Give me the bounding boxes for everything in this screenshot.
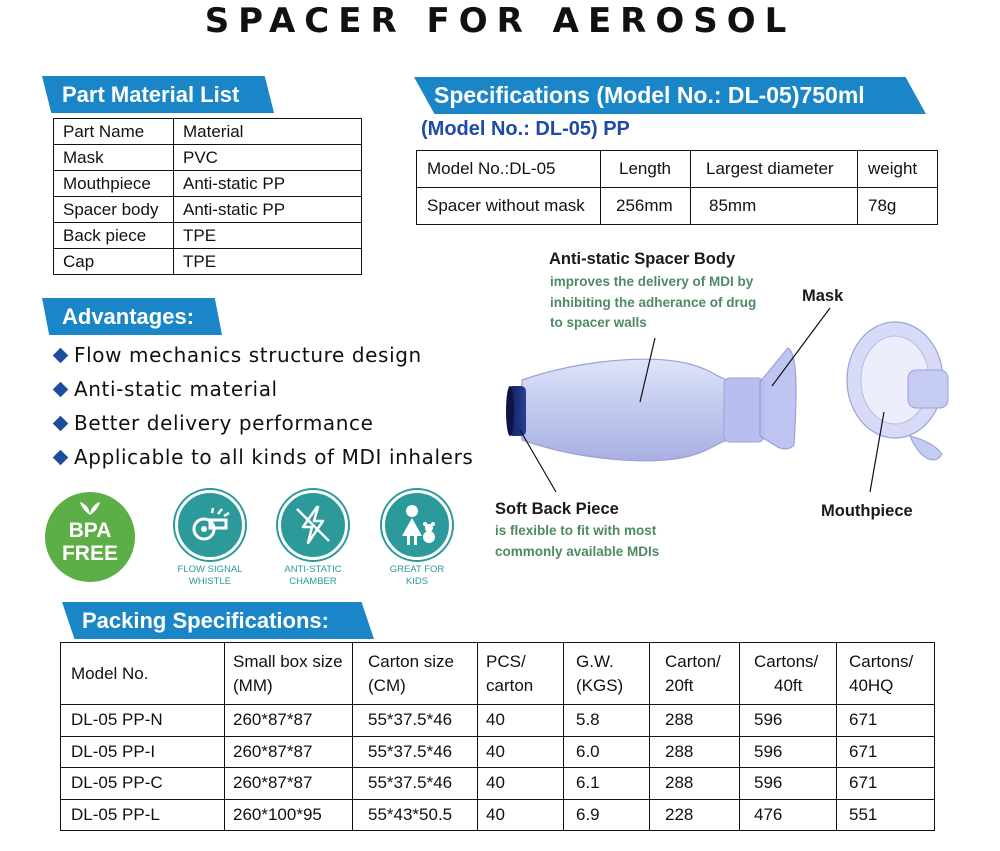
table-row <box>417 188 938 225</box>
header-line: carton <box>486 675 534 695</box>
callout-line: is flexible to fit with most <box>495 523 657 538</box>
whistle-icon <box>188 505 232 545</box>
lightning-icon <box>291 503 335 547</box>
table-header-row <box>417 151 938 188</box>
table-header-cell: Part Name <box>54 119 174 145</box>
list-item <box>52 338 473 372</box>
table-header-row <box>54 119 362 145</box>
header-line: Cartons/ <box>754 651 819 671</box>
table-header-cell <box>353 643 478 705</box>
table-cell: DL-05 PP-L <box>61 799 225 831</box>
table-header-cell: weight <box>858 151 938 188</box>
spacer-neck-shape <box>724 378 764 442</box>
table-cell: 551 <box>837 799 935 831</box>
diamond-bullet-icon <box>53 449 69 465</box>
table-header-cell <box>837 643 935 705</box>
table-cell: 78g <box>858 188 938 225</box>
header-line: 20ft <box>665 675 694 695</box>
table-cell: 55*37.5*46 <box>353 705 478 737</box>
callout-line: improves the delivery of MDI by <box>550 274 754 289</box>
mask-callout-title: Mask <box>802 287 844 305</box>
table-cell: 256mm <box>601 188 691 225</box>
table-cell: 40 <box>478 736 564 768</box>
table-cell: PVC <box>174 145 362 171</box>
table-cell: 6.0 <box>564 736 650 768</box>
table-header-cell <box>478 643 564 705</box>
table-cell: 288 <box>650 736 740 768</box>
free-text: FREE <box>61 542 118 565</box>
table-cell: Back piece <box>54 223 174 249</box>
table-cell: DL-05 PP-C <box>61 768 225 800</box>
table-cell: 288 <box>650 768 740 800</box>
advantage-text: Anti-static material <box>74 377 278 401</box>
table-cell: 40 <box>478 705 564 737</box>
packing-banner <box>62 602 374 639</box>
great-for-kids-badge <box>372 490 462 588</box>
diamond-bullet-icon <box>53 415 69 431</box>
part-material-heading: Part Material List <box>62 81 240 107</box>
table-cell: 228 <box>650 799 740 831</box>
table-cell: 5.8 <box>564 705 650 737</box>
list-item <box>52 406 473 440</box>
back-callout-title: Soft Back Piece <box>495 500 619 518</box>
table-cell: 671 <box>837 705 935 737</box>
table-row <box>54 145 362 171</box>
table-row <box>61 768 935 800</box>
table-cell: 55*43*50.5 <box>353 799 478 831</box>
spacer-body-shape <box>522 359 728 461</box>
table-header-cell <box>564 643 650 705</box>
header-line: (CM) <box>368 675 406 695</box>
table-cell: 260*87*87 <box>225 705 353 737</box>
list-item <box>52 440 473 474</box>
feature-caption: GREAT FOR <box>389 564 445 575</box>
callout-line: commonly available MDIs <box>495 543 660 559</box>
header-line: Carton/ <box>665 651 721 671</box>
table-cell: 288 <box>650 705 740 737</box>
table-row <box>54 171 362 197</box>
table-cell: 55*37.5*46 <box>353 736 478 768</box>
diamond-bullet-icon <box>53 347 69 363</box>
advantage-text: Better delivery performance <box>74 411 374 435</box>
table-cell: 596 <box>740 736 837 768</box>
mouthpiece-callout-title: Mouthpiece <box>821 502 913 520</box>
header-line: Small box size <box>233 651 343 671</box>
packing-table <box>60 642 935 831</box>
table-header-row <box>61 643 935 705</box>
header-line: Model No. <box>71 663 149 683</box>
table-row <box>54 197 362 223</box>
header-line: (MM) <box>233 675 273 695</box>
body-callout-title: Anti-static Spacer Body <box>549 250 736 268</box>
table-cell: 40 <box>478 768 564 800</box>
specifications-heading: Specifications (Model No.: DL-05)750ml <box>434 82 865 108</box>
table-row <box>61 799 935 831</box>
mask-shape <box>760 348 796 449</box>
table-cell: 6.9 <box>564 799 650 831</box>
table-cell: TPE <box>174 249 362 275</box>
table-header-cell: Material <box>174 119 362 145</box>
table-row <box>61 705 935 737</box>
callout-line: inhibiting the adherance of drug <box>550 294 757 310</box>
feature-caption: WHISTLE <box>188 576 232 587</box>
back-piece-rim <box>506 386 514 436</box>
table-cell: 260*87*87 <box>225 736 353 768</box>
table-cell: DL-05 PP-N <box>61 705 225 737</box>
feature-caption: KIDS <box>405 576 429 587</box>
table-cell: 6.1 <box>564 768 650 800</box>
part-material-table <box>53 118 362 275</box>
table-row <box>61 736 935 768</box>
table-cell: TPE <box>174 223 362 249</box>
list-item <box>52 372 473 406</box>
table-header-cell <box>650 643 740 705</box>
table-header-cell <box>225 643 353 705</box>
table-header-cell: Model No.:DL-05 <box>417 151 601 188</box>
kid-icon <box>395 502 439 548</box>
header-line: Carton size <box>368 651 454 671</box>
header-line: 40ft <box>774 675 803 695</box>
table-cell: 55*37.5*46 <box>353 768 478 800</box>
table-header-cell <box>740 643 837 705</box>
callout-line: to spacer walls <box>550 315 647 330</box>
table-cell: Anti-static PP <box>174 197 362 223</box>
anti-static-chamber-badge <box>268 490 358 588</box>
header-line: PCS/ <box>486 651 526 671</box>
table-cell: DL-05 PP-I <box>61 736 225 768</box>
table-header-cell: Largest diameter <box>691 151 858 188</box>
mouthpiece-shape <box>847 322 948 460</box>
table-cell: Anti-static PP <box>174 171 362 197</box>
advantage-text: Applicable to all kinds of MDI inhalers <box>74 445 474 469</box>
feature-caption: ANTI-STATIC <box>284 564 342 575</box>
feature-caption: CHAMBER <box>289 576 337 587</box>
header-line: Cartons/ <box>849 651 914 671</box>
header-line: 40HQ <box>849 675 894 695</box>
part-material-banner <box>42 76 274 113</box>
bpa-free-badge <box>45 492 135 582</box>
advantages-list <box>52 338 473 474</box>
table-cell: 260*100*95 <box>225 799 353 831</box>
specifications-table <box>416 150 938 225</box>
table-row <box>54 223 362 249</box>
table-row <box>54 249 362 275</box>
feature-caption: FLOW SIGNAL <box>177 564 243 575</box>
page-title: SPACER FOR AEROSOL <box>204 1 796 41</box>
back-callout-desc <box>495 521 659 562</box>
table-cell: 596 <box>740 768 837 800</box>
header-line: G.W. <box>576 651 614 671</box>
model-subtitle: (Model No.: DL-05) PP <box>421 118 630 140</box>
table-cell: Cap <box>54 249 174 275</box>
table-cell: 671 <box>837 736 935 768</box>
table-header-cell <box>61 643 225 705</box>
table-cell: Mask <box>54 145 174 171</box>
header-line: (KGS) <box>576 675 624 695</box>
table-cell: 85mm <box>691 188 858 225</box>
leaf-icon <box>79 499 101 515</box>
table-header-cell: Length <box>601 151 691 188</box>
table-cell: 260*87*87 <box>225 768 353 800</box>
advantages-banner <box>42 298 222 335</box>
table-cell: 596 <box>740 705 837 737</box>
table-cell: 476 <box>740 799 837 831</box>
advantage-text: Flow mechanics structure design <box>74 343 422 367</box>
table-cell: Spacer body <box>54 197 174 223</box>
bpa-text: BPA <box>68 519 112 542</box>
table-cell: Mouthpiece <box>54 171 174 197</box>
flow-signal-whistle-badge <box>165 490 255 588</box>
mask-leader-line <box>772 308 830 386</box>
table-cell: Spacer without mask <box>417 188 601 225</box>
specifications-banner <box>414 77 926 114</box>
body-callout-desc <box>550 272 756 334</box>
advantages-heading: Advantages: <box>62 303 195 329</box>
diamond-bullet-icon <box>53 381 69 397</box>
packing-heading: Packing Specifications: <box>82 607 329 633</box>
table-cell: 40 <box>478 799 564 831</box>
table-cell: 671 <box>837 768 935 800</box>
